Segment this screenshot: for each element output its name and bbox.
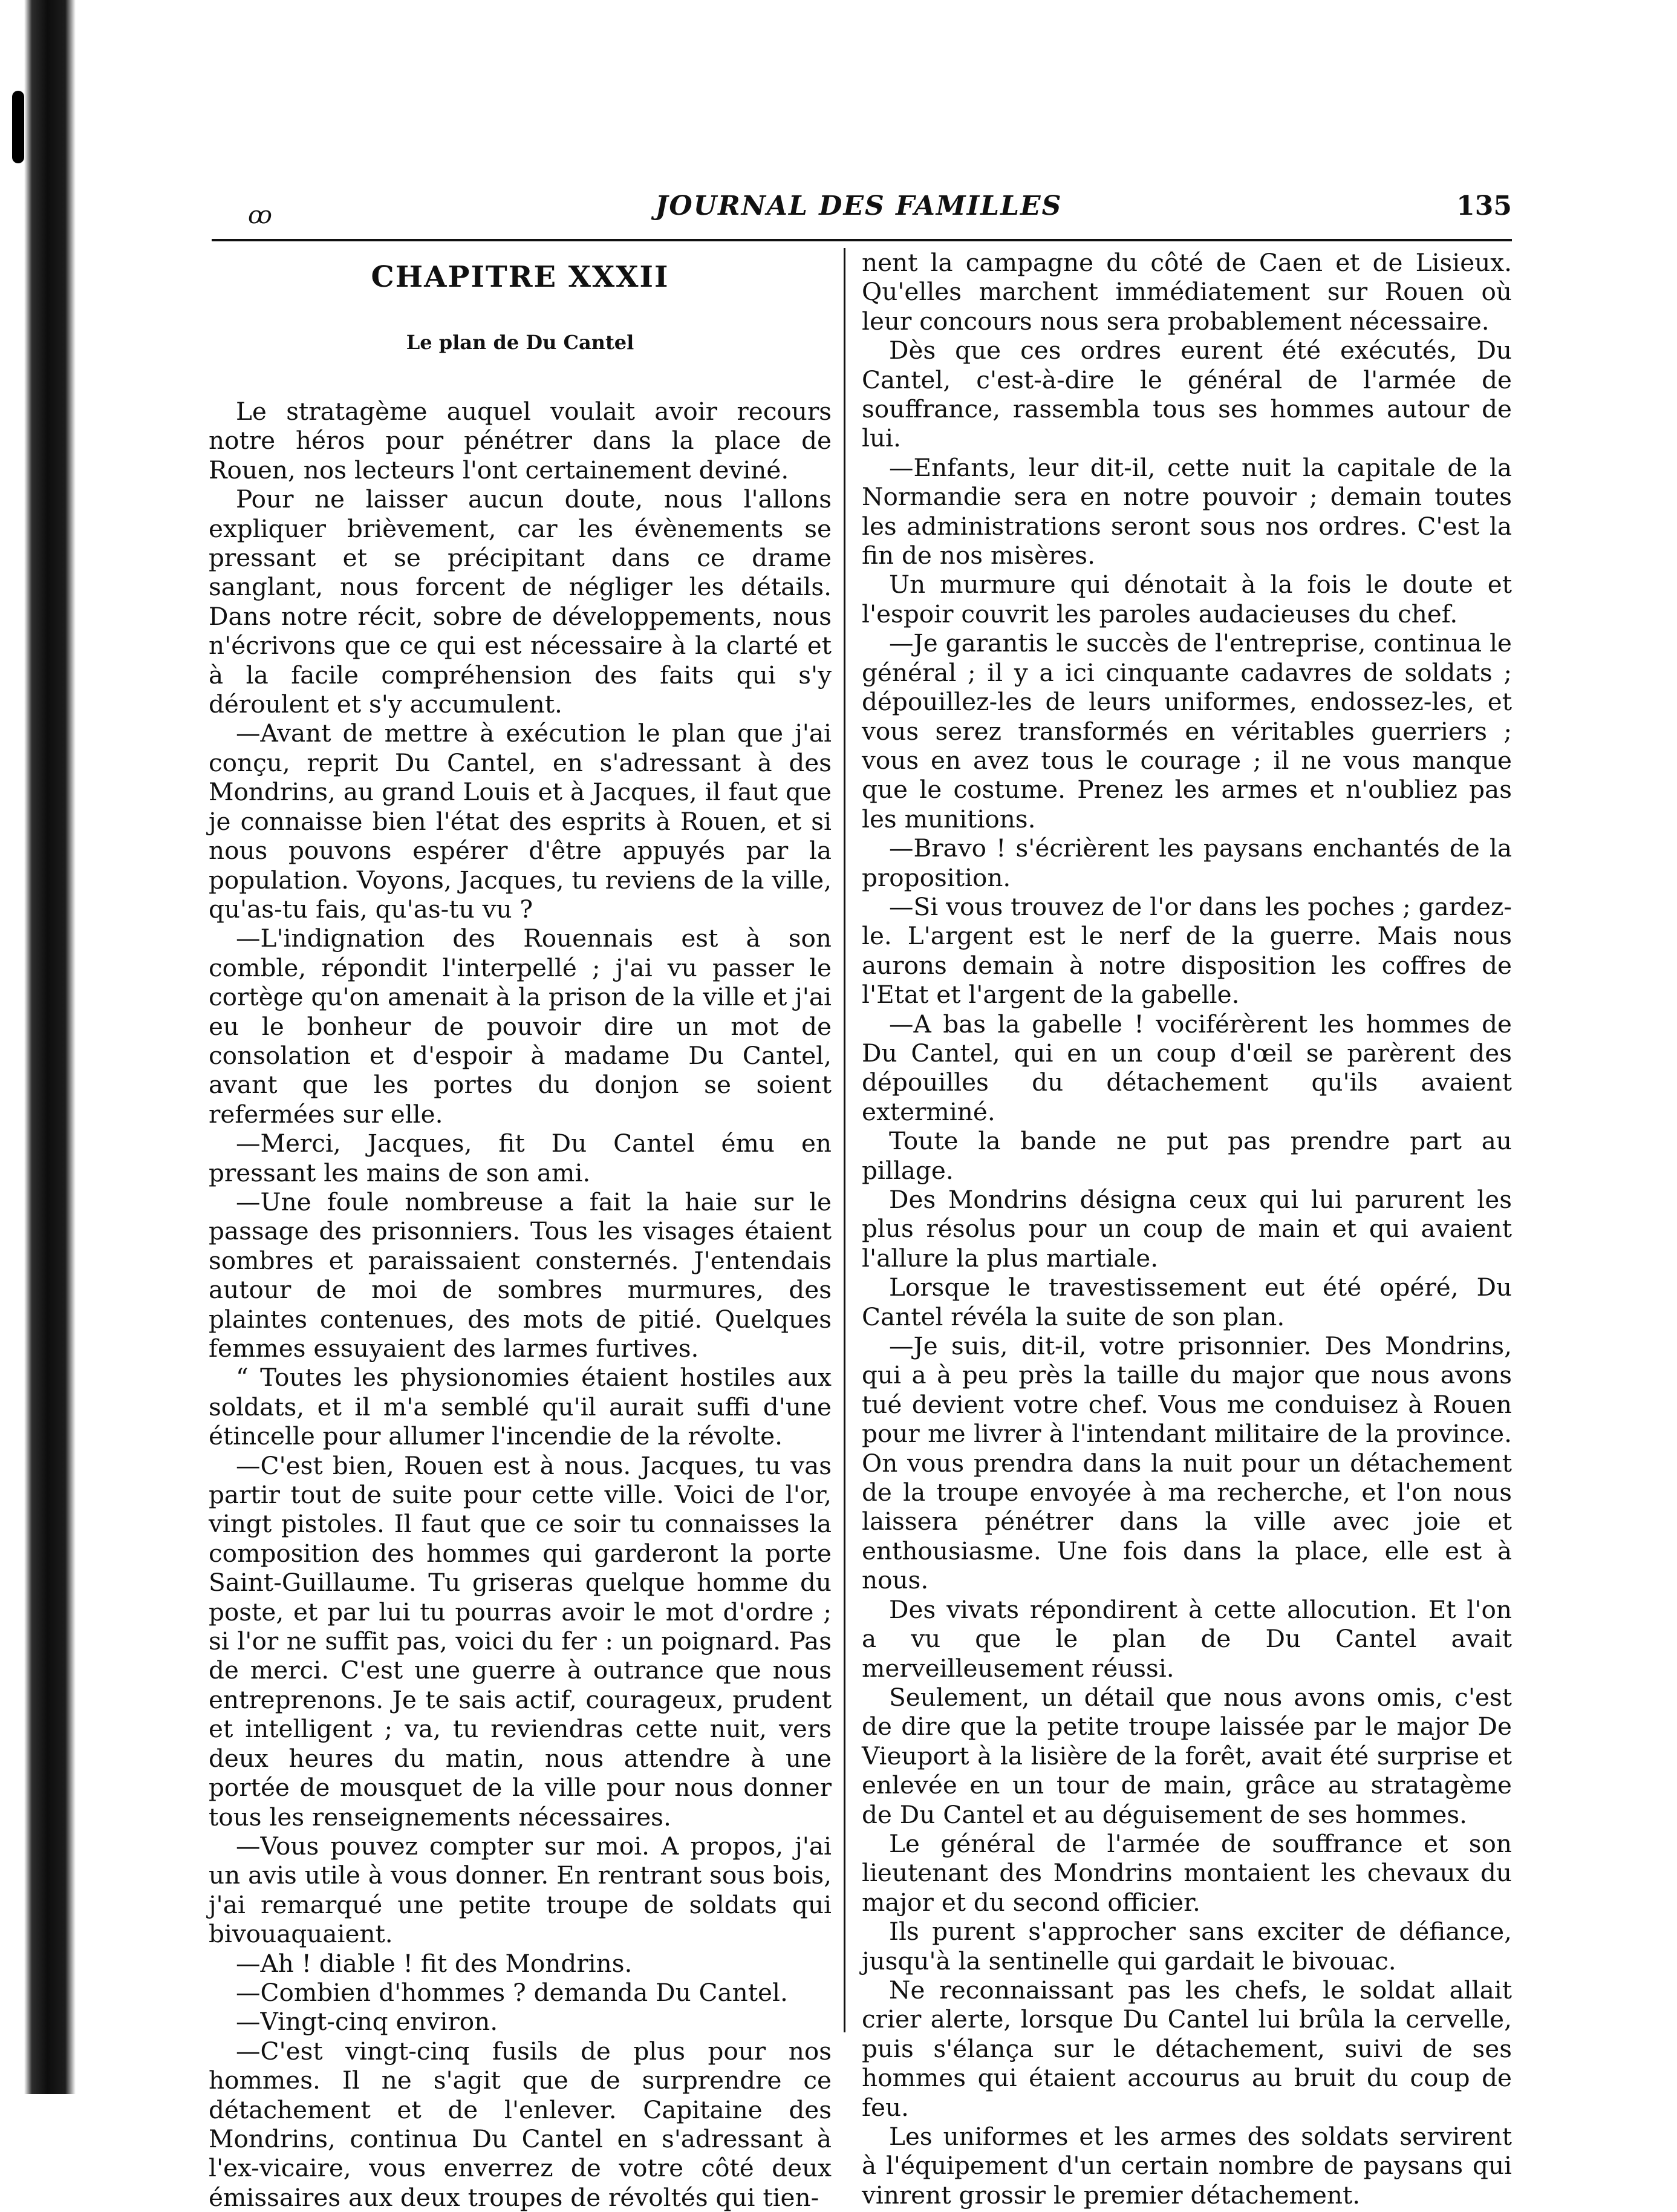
page-header: [206, 191, 1512, 227]
paragraph: Le général de l'armée de souffrance et son lieutenant des Mondrins montaient les chevaux du major et du second officier.: [862, 1829, 1512, 1917]
paragraph: Les uniformes et les armes des soldats servirent à l'équipement d'un certain nombre de paysans qui vinrent grossir le premier détachement.: [862, 2122, 1512, 2210]
chapter-subtitle: Le plan de Du Cantel: [406, 331, 634, 354]
paragraph: —Si vous trouvez de l'or dans les poches ; gardez-le. L'argent est le nerf de la guerre. Mais nous aurons demain à notre disposition les coffres de l'Etat et l'argent de la gabelle.: [862, 892, 1512, 1010]
paragraph: —Vous pouvez compter sur moi. A propos, j'ai un avis utile à vous donner. En rentrant sous bois, j'ai remarqué une petite troupe de soldats qui bivouaquaient.: [209, 1831, 832, 1949]
paragraph: Des Mondrins désigna ceux qui lui parurent les plus résolus pour un coup de main et qui avaient l'allure la plus martiale.: [862, 1185, 1512, 1273]
paragraph: Lorsque le travestissement eut été opéré, Du Cantel révéla la suite de son plan.: [862, 1273, 1512, 1331]
paragraph: —Enfants, leur dit-il, cette nuit la capitale de la Normandie sera en notre pouvoir ; demain toutes les administrations seront sous nos ordres. C'est la fin de nos misères.: [862, 452, 1512, 570]
page-binding-edge: [24, 0, 76, 2094]
paragraph: nent la campagne du côté de Caen et de Lisieux. Qu'elles marchent immédiatement sur Rouen où leur concours nous sera probablement nécessaire.: [862, 248, 1512, 336]
paragraph: Seulement, un détail que nous avons omis, c'est de dire que la petite troupe laissée par le major De Vieuport à la lisière de la forêt, avait été surprise et enlevée en un tour de main, grâce au stratagème de Du Cantel et au déguisement de ses hommes.: [862, 1682, 1512, 1829]
paragraph: —Je garantis le succès de l'entreprise, continua le général ; il y a ici cinquante cadavres de soldats ; dépouillez-les de leurs uniformes, endossez-les, et vous serez transformés en véritables guerriers ; vous en avez tous le courage ; il ne vous manque que le costume. Prenez les armes et n'oubliez pas les munitions.: [862, 628, 1512, 834]
paragraph: —Une foule nombreuse a fait la haie sur le passage des prisonniers. Tous les visages étaient sombres et paraissaient consternés. J'entendais autour de moi de sombres murmures, des plaintes contenues, des mots de pitié. Quelques femmes essuyaient des larmes furtives.: [209, 1187, 832, 1363]
paragraph: —L'indignation des Rouennais est à son comble, répondit l'interpellé ; j'ai vu passer le cortège qu'on amenait à la prison de la ville et j'ai eu le bonheur de pouvoir dire un mot de consolation et d'espoir à madame Du Cantel, avant que les portes du donjon se soient refermées sur elle.: [209, 924, 832, 1129]
paragraph: —Vingt-cinq environ.: [236, 2007, 498, 2037]
paragraph: —C'est vingt-cinq fusils de plus pour nos hommes. Il ne s'agit que de surprendre ce détachement et de l'enlever. Capitaine des Mondrins, continua Du Cantel en s'adressant à l'ex-vicaire, vous enverrez de votre côté deux émissaires aux deux troupes de révoltés qui tien-: [209, 2036, 832, 2212]
journal-title: JOURNAL DES FAMILLES: [655, 191, 1063, 221]
paragraph: Ils purent s'approcher sans exciter de défiance, jusqu'à la sentinelle qui gardait le bivouac.: [862, 1917, 1512, 1975]
chapter-title: CHAPITRE XXXII: [371, 260, 669, 294]
paragraph: Dès que ces ordres eurent été exécutés, Du Cantel, c'est-à-dire le général de l'armée de souffrance, rassembla tous ses hommes autour de lui.: [862, 336, 1512, 453]
paragraph: —C'est bien, Rouen est à nous. Jacques, tu vas partir tout de suite pour cette ville. Voici de l'or, vingt pistoles. Il faut que ce soir tu connaisses la composition des hommes qui garderont la porte Saint-Guillaume. Tu griseras quelque homme du poste, et par lui tu pourras avoir le mot d'ordre ; si l'or ne suffit pas, voici du fer : un poignard. Pas de merci. C'est une guerre à outrance que nous entreprenons. Je te sais actif, courageux, prudent et intelligent ; va, tu reviendras cette nuit, vers deux heures du matin, nous attendre à une portée de mousquet de la ville pour nous donner tous les renseignements nécessaires.: [209, 1450, 832, 1832]
paragraph: —Avant de mettre à exécution le plan que j'ai conçu, reprit Du Cantel, en s'adressant à des Mondrins, au grand Louis et à Jacques, il faut que je connaisse bien l'état des esprits à Rouen, et si nous pouvons espérer d'être appuyés par la population. Voyons, Jacques, tu reviens de la ville, qu'as-tu fais, qu'as-tu vu ?: [209, 719, 832, 924]
paragraph: Des vivats répondirent à cette allocution. Et l'on a vu que le plan de Du Cantel avait merveilleusement réussi.: [862, 1594, 1512, 1683]
paragraph: —Ah ! diable ! fit des Mondrins.: [236, 1948, 633, 1978]
header-rule: [212, 239, 1512, 241]
paragraph: —Combien d'hommes ? demanda Du Cantel.: [236, 1977, 788, 2007]
right-column: [862, 248, 1512, 2210]
paragraph: Le stratagème auquel voulait avoir recours notre héros pour pénétrer dans la place de Rouen, nos lecteurs l'ont certainement deviné.: [209, 397, 832, 484]
paragraph: “ Toutes les physionomies étaient hostiles aux soldats, et il m'a semblé qu'il aurait suffi d'une étincelle pour allumer l'incendie de la révolte.: [209, 1363, 832, 1451]
paragraph: Un murmure qui dénotait à la fois le doute et l'espoir couvrit les paroles audacieuses du chef.: [862, 570, 1512, 628]
paragraph: Toute la bande ne put pas prendre part au pillage.: [862, 1126, 1512, 1185]
column-divider: [844, 248, 845, 2032]
paragraph: —Bravo ! s'écrièrent les paysans enchantés de la proposition.: [862, 834, 1512, 892]
left-column: [209, 260, 832, 2212]
ornament-mark: ꝏ: [248, 201, 272, 229]
paragraph: Pour ne laisser aucun doute, nous l'allons expliquer brièvement, car les évènements se pressant et se précipitant dans ce drame sanglant, nous forcent de négliger les détails. Dans notre récit, sobre de développements, nous n'écrivons que ce qui est nécessaire à la clarté et à la facile compréhension des faits qui s'y déroulent et s'y accumulent.: [209, 484, 832, 719]
paragraph: Ne reconnaissant pas les chefs, le soldat allait crier alerte, lorsque Du Cantel lui brûla la cervelle, puis s'élança sur le détachement, suivi de ses hommes qui étaient accourus au bruit du coup de feu.: [862, 1975, 1512, 2122]
paragraph: —Je suis, dit-il, votre prisonnier. Des Mondrins, qui a à peu près la taille du major que nous avons tué devient votre chef. Vous me conduisez à Rouen pour me livrer à l'intendant militaire de la province. On vous prendra dans la nuit pour un détachement de la troupe envoyée à ma recherche, et l'on nous laissera pénétrer dans la ville avec joie et enthousiasme. Une fois dans la place, elle est à nous.: [862, 1331, 1512, 1595]
paragraph: —A bas la gabelle ! vociférèrent les hommes de Du Cantel, qui en un coup d'œil se parèrent des dépouilles du détachement qu'ils avaient exterminé.: [862, 1009, 1512, 1126]
page-number: 135: [1456, 191, 1512, 221]
right-paragraphs: [862, 248, 1512, 2210]
ink-blot: [12, 91, 24, 163]
left-paragraphs: [209, 397, 832, 2212]
paragraph: —Merci, Jacques, fit Du Cantel ému en pressant les mains de son ami.: [209, 1129, 832, 1187]
